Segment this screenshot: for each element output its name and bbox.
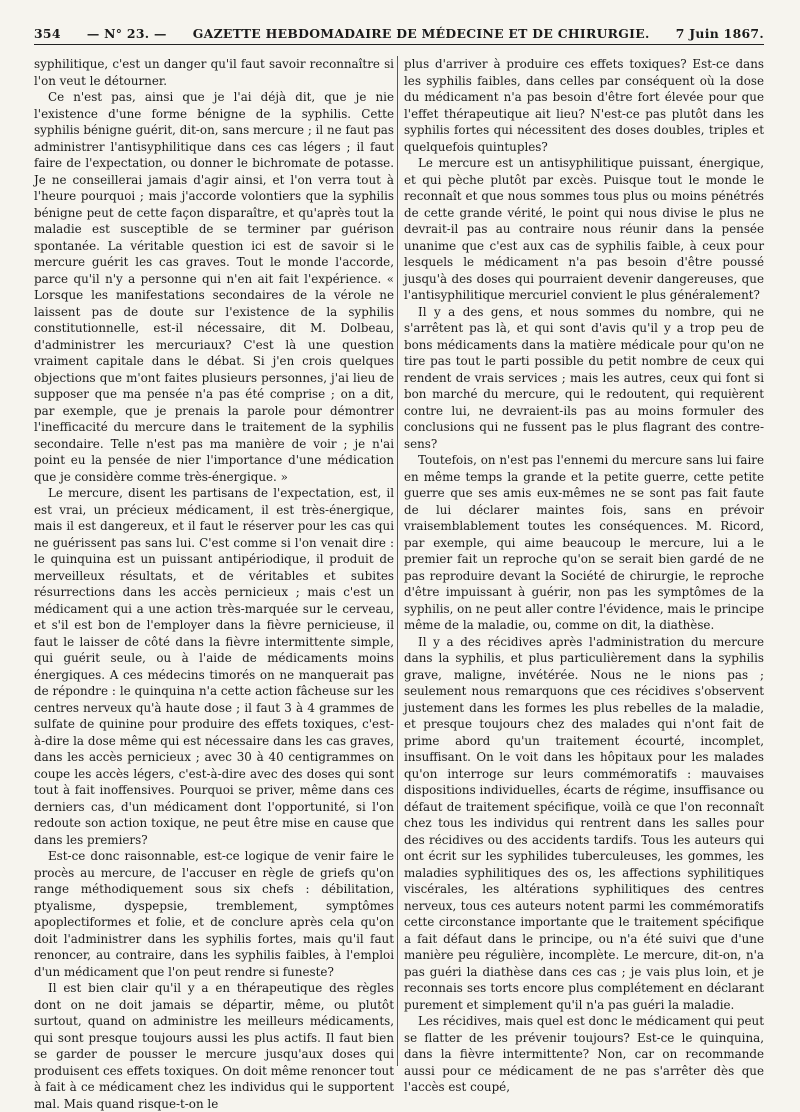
paragraph: Il y a des récidives après l'administration du mercure dans la syphilis, et plus particulièrement dans la syphilis grave, maligne, invétérée. Nous ne le nions pas ; seulement nous remarquons que ces récidives s'observent justement dans les formes les plus rebelles de la maladie, et presque toujours chez des malades qui n'ont fait de prime abord qu'un traitement écourté, incomplet, insuffisant. On le voit dans les hôpitaux pour les malades qu'on interroge sur leurs commémoratifs : mauvaises dispositions individuelles, écarts de régime, insuffisance ou défaut de traitement spécifique, voilà ce que l'on reconnaît chez tous les individus qui rentrent dans les salles pour des récidives ou des accidents tardifs. Tous les auteurs qui ont écrit sur les syphilides tuberculeuses, les gommes, les maladies syphilitiques des os, les affections syphilitiques viscérales, les altérations syphilitiques des centres nerveux, tous ces auteurs notent parmi les commémoratifs cette circonstance importante que le traitement spécifique a fait défaut dans le principe, ou n'a été suivi que d'une manière peu régulière, incomplète. Le mercure, dit-on, n'a pas guéri la diathèse dans ces cas ; je vais plus loin, et je reconnais ses torts encore plus complétement en déclarant purement et simplement qu'il n'a pas guéri la maladie. — [404, 634, 764, 1012]
page-number: 354 — [34, 26, 61, 41]
paragraph: Est-ce donc raisonnable, est-ce logique de venir faire le procès au mercure, de l'accuser en règle de griefs qu'on range méthodiquement sous six chefs : débilitation, ptyalisme, dyspepsie, tremblement, symptômes apoplectiformes et folie, et de conclure après cela qu'on doit l'administrer dans les syphilis fortes, mais qu'il faut renoncer, au contraire, dans les syphilis faibles, à l'emploi d'un médicament que l'on peut rendre si funeste? — [34, 849, 394, 979]
paragraph: Il y a des gens, et nous sommes du nombre, qui ne s'arrêtent pas là, et qui sont d'avis qu'il y a trop peu de bons médicaments dans la matière médicale pour qu'on ne tire pas tout le parti possible du petit nombre de ceux qui rendent de vrais services ; mais les autres, ceux qui font si bon marché du mercure, qui le redoutent, qui requièrent contre lui, ne devraient-ils pas au moins formuler des conclusions qui ne fussent pas le plus flagrant des contre-sens? — [404, 304, 764, 451]
paragraph: Il est bien clair qu'il y a en thérapeutique des règles dont on ne doit jamais se départir, même, ou plutôt surtout, quand on administre les meilleurs médicaments, qui sont presque toujours aussi les plus actifs. Il faut bien se garder de pousser le mercure jusqu'aux doses qui produisent ces effets toxiques. On doit même renoncer tout à fait à ce médicament chez les individus qui le supportent mal. Mais quand risque-t-on le — [34, 981, 394, 1111]
paragraph: Toutefois, on n'est pas l'ennemi du mercure sans lui faire en même temps la grande et la petite guerre, cette petite guerre que ses amis eux-mêmes ne se sont pas fait faute de lui déclarer maintes fois, sans en prévoir vraisemblablement toutes les conséquences. M. Ricord, par exemple, qui aime beaucoup le mercure, lui a le premier fait un reproche qu'on se serait bien gardé de ne pas reproduire devant la Société de chirurgie, le reproche d'être impuissant à guérir, non pas les symptômes de la syphilis, on ne peut aller contre l'évidence, mais le principe même de la maladie, ou, comme on dit, la diathèse. — [404, 453, 764, 632]
running-header — [34, 26, 764, 45]
issue-number: — N° 23. — — [86, 26, 167, 41]
right-column — [397, 56, 764, 1094]
paragraph: Le mercure, disent les partisans de l'expectation, est, il est vrai, un précieux médicament, il est très-énergique, mais il est dangereux, et il faut le réserver pour les cas qui ne guérissent pas sans lui. C'est comme si l'on venait dire : le quinquina est un puissant antipériodique, il produit de merveilleux résultats, et de véritables et subites résurrections dans les accès pernicieux ; mais c'est un médicament qui a une action très-marquée sur le cerveau, et s'il est bon de l'employer dans la fièvre pernicieuse, il faut le laisser de côté dans la fièvre intermittente simple, qui guérit seule, ou à l'aide de médicaments moins énergiques. A ces médecins timorés on ne manquerait pas de répondre : le quinquina n'a cette action fâcheuse sur les centres nerveux qu'à haute dose ; il faut 3 à 4 grammes de sulfate de quinine pour produire des effets toxiques, c'est-à-dire la dose même qui est nécessaire dans les cas graves, dans les accès pernicieux ; avec 30 à 40 centigrammes on coupe les accès légers, c'est-à-dire avec des doses qui sont tout à fait inoffensives. Pourquoi se priver, même dans ces derniers cas, d'un médicament dont l'opportunité, si l'on redoute son action toxique, ne peut être mise en cause que dans les premiers? — [34, 486, 394, 847]
issue-date: 7 Juin 1867. — [675, 26, 764, 41]
paragraph: plus d'arriver à produire ces effets toxiques? Est-ce dans les syphilis faibles, dans celles par conséquent où la dose du médicament n'a pas besoin d'être fort élevée pour que l'effet thérapeutique ait lieu? N'est-ce pas plutôt dans les syphilis fortes qui nécessitent des doses doubles, triples et quelquefois quintuples? — [404, 57, 764, 154]
article-body — [34, 56, 764, 1111]
paragraph: Les récidives, mais quel est donc le médicament qui peut se flatter de les prévenir toujours? Est-ce le quinquina, dans la fièvre intermittente? Non, car on recommande aussi pour ce médicament de ne pas s'arrêter dès que l'accès est coupé, — [404, 1014, 764, 1094]
newspaper-page — [34, 26, 764, 1111]
paragraph: Ce n'est pas, ainsi que je l'ai déjà dit, que je nie l'existence d'une forme bénigne de la syphilis. Cette syphilis bénigne guérit, dit-on, sans mercure ; il ne faut pas administrer l'antisyphilitique dans ces cas légers ; il faut faire de l'expectation, ou donner le bichromate de potasse. Je ne conseillerai jamais d'agir ainsi, et l'on verra tout à l'heure pourquoi ; mais j'accorde volontiers que la syphilis bénigne peut de cette façon disparaître, et qu'après tout la maladie est susceptible de se terminer par guérison spontanée. La véritable question ici est de savoir si le mercure guérit les cas graves. Tout le monde l'accorde, parce qu'il n'y a personne qui n'en ait fait l'expérience. « Lorsque les manifestations secondaires de la vérole ne laissent pas de doute sur l'existence de la syphilis constitutionnelle, est-il nécessaire, dit M. Dolbeau, d'administrer les mercuriaux? C'est là une question vraiment capitale dans le débat. Si j'en crois quelques objections que m'ont faites plusieurs personnes, j'ai lieu de supposer que ma pensée n'a pas été comprise ; on a dit, par exemple, que je prenais la parole pour démontrer l'inefficacité du mercure dans le traitement de la syphilis secondaire. Telle n'est pas ma manière de voir ; je n'ai point eu la pensée de nier l'importance d'une médication que je considère comme très-énergique. » — [34, 90, 394, 484]
paragraph: Le mercure est un antisyphilitique puissant, énergique, et qui pèche plutôt par excès. Puisque tout le monde le reconnaît et que nous sommes tous plus ou moins pénétrés de cette grande vérité, le point qui nous divise le plus ne devrait-il pas au contraire nous réunir dans la pensée unanime que c'est aux cas de syphilis faible, à ceux pour lesquels le médicament n'a pas besoin d'être poussé jusqu'à des doses qui pourraient devenir dangereuses, que l'antisyphilitique mercuriel convient le plus généralement? — [404, 156, 764, 302]
journal-title: GAZETTE HEBDOMADAIRE DE MÉDECINE ET DE CHIRURGIE. — [192, 26, 650, 41]
left-column — [34, 56, 394, 1111]
paragraph: syphilitique, c'est un danger qu'il faut savoir reconnaître si l'on veut le détourner. — [34, 57, 394, 88]
